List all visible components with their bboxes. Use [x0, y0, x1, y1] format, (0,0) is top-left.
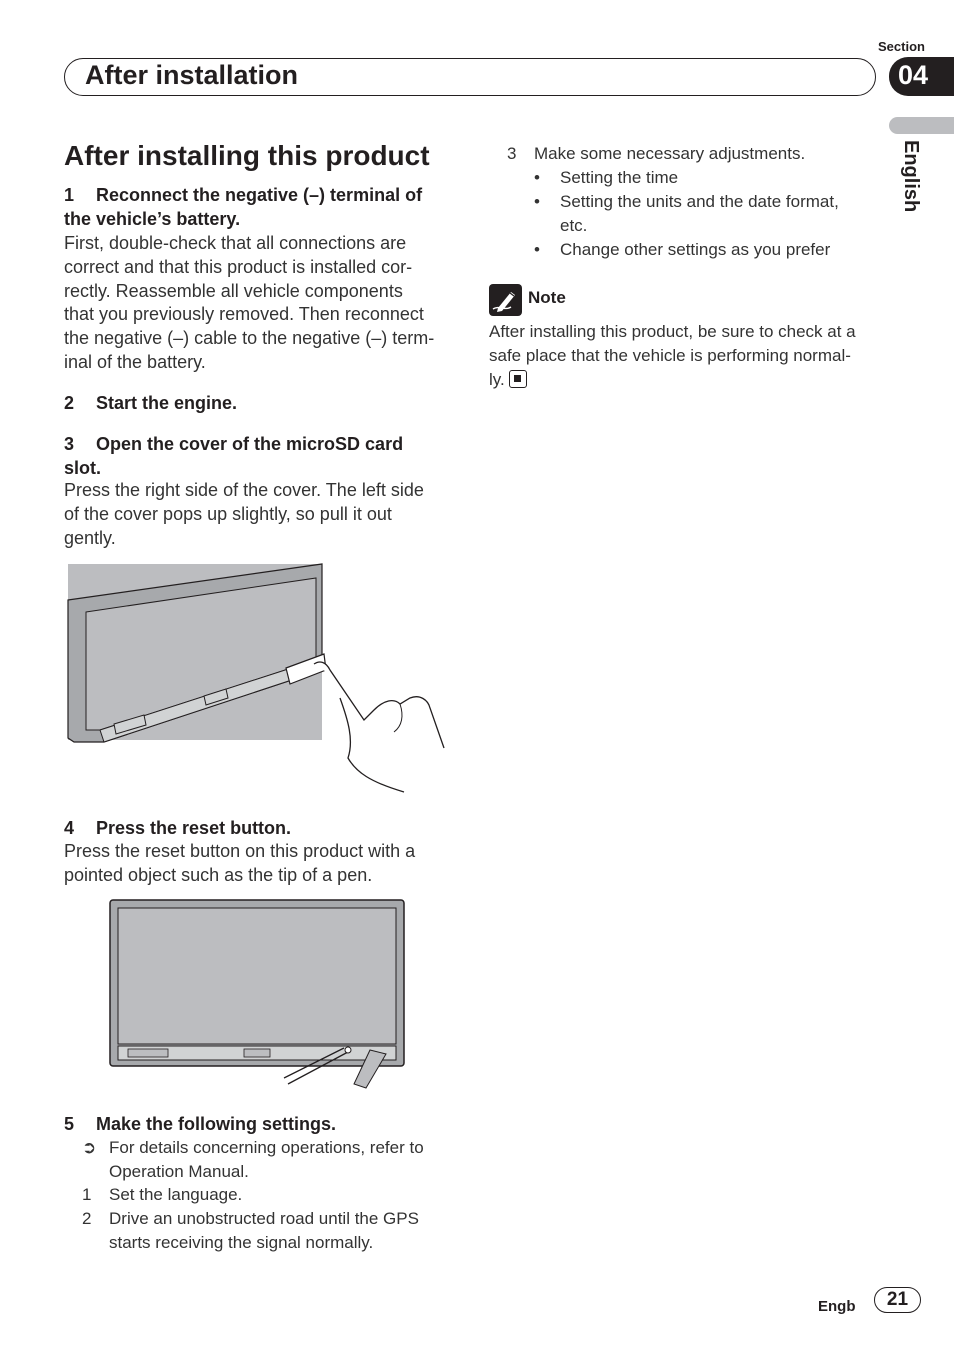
step-4-body: Press the reset button on this product with a pointed object such as the tip of a pen.: [64, 841, 416, 885]
step-3-title: 3 Open the cover of the microSD card slot.: [64, 434, 404, 478]
section-number: 04: [898, 60, 929, 90]
step-number: 5: [64, 1114, 75, 1134]
manual-reference: ➲ For details concerning operations, refer to Operation Manual.: [82, 1138, 424, 1181]
step-number: 1: [64, 185, 75, 205]
note-text: After installing this product, be sure to check at a safe place that the vehicle is performing normal- ly.: [489, 322, 856, 389]
step-number: 3: [64, 434, 75, 454]
reset-button-illustration: [108, 898, 408, 1092]
note-pencil-icon: [489, 284, 522, 316]
microsd-cover-illustration: [64, 560, 450, 798]
page-heading: After installing this product: [64, 140, 430, 171]
step-number: 2: [64, 393, 75, 413]
step-number: 4: [64, 818, 75, 838]
end-of-section-icon: [509, 370, 527, 388]
bullet-units-date: • Setting the units and the date format, etc.: [534, 192, 839, 235]
settings-item-3: 3 Make some necessary adjustments.: [507, 144, 806, 163]
chapter-title: After installation: [85, 60, 299, 90]
step-3-body: Press the right side of the cover. The left side of the cover pops up slightly, so pull it out gently.: [64, 480, 424, 548]
language-tab: [889, 117, 954, 134]
page-number: 21: [886, 1289, 909, 1310]
step-5-title: 5 Make the following settings.: [64, 1114, 337, 1134]
settings-item-1: 1 Set the language.: [82, 1185, 243, 1204]
locale-code: Engb: [818, 1298, 856, 1315]
bullet-setting-time: • Setting the time: [534, 168, 679, 187]
settings-item-2: 2 Drive an unobstructed road until the GPS starts receiving the signal normally.: [82, 1209, 419, 1252]
step-1-body: First, double-check that all connections are correct and that this product is installed cor- rectly. Reassemble all vehicle components that you previously removed. Then reconnect the negative (–) cable to the negative (–) term- inal of the battery.: [64, 233, 435, 372]
language-label: English: [900, 140, 922, 213]
bullet-other-settings: • Change other settings as you prefer: [534, 240, 831, 259]
step-2-title: 2 Start the engine.: [64, 393, 238, 413]
step-1-title: 1 Reconnect the negative (–) terminal of the vehicle’s battery.: [64, 185, 423, 229]
reference-arrow-icon: ➲: [82, 1138, 97, 1157]
note-title: Note: [528, 288, 566, 307]
section-label: Section: [878, 39, 925, 54]
step-4-title: 4 Press the reset button.: [64, 818, 292, 838]
